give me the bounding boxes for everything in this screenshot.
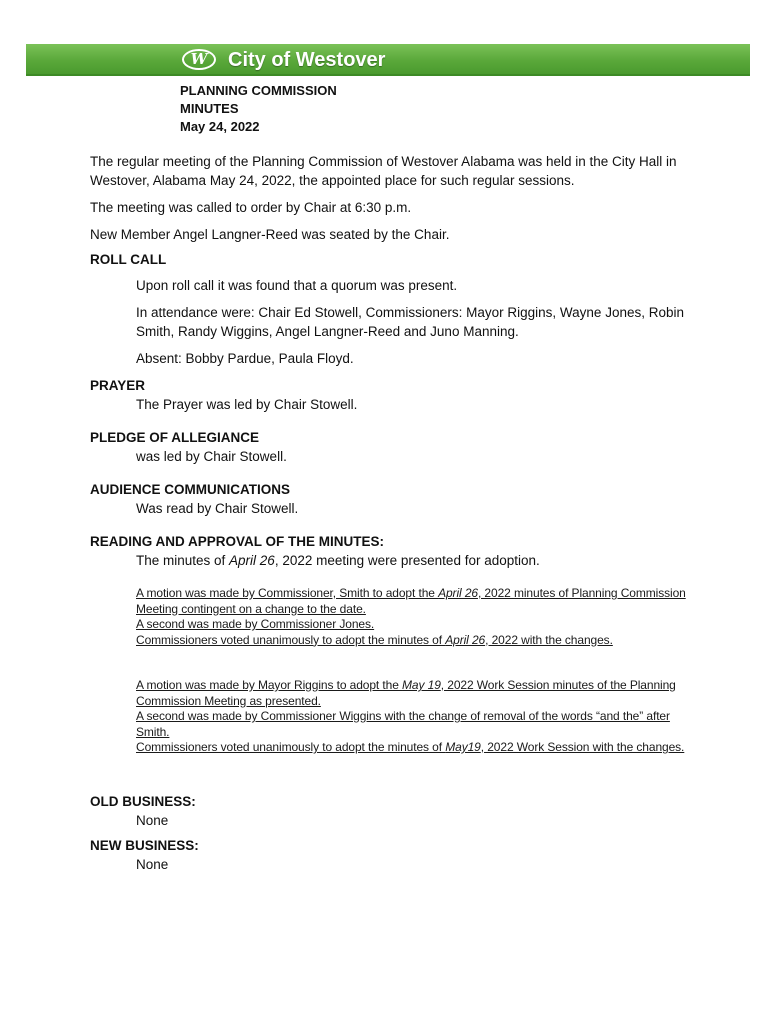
- minutes-body: [90, 152, 690, 874]
- pledge-text: was led by Chair Stowell.: [136, 449, 287, 464]
- old-business-text: None: [136, 812, 169, 828]
- motion-april: A motion was made by Commissioner, Smith to adopt the April 26, 2022 minutes of Planning Commission Meeting contingent on a change to the date.: [136, 586, 686, 616]
- quorum-text: Upon roll call it was found that a quorum was present.: [136, 278, 458, 293]
- minutes-intro-text-end: , 2022 meeting were presented for adoption.: [274, 553, 540, 568]
- motion-block-april: [136, 586, 690, 648]
- motion-block-may: [136, 678, 690, 756]
- new-business-heading: NEW BUSINESS:: [90, 837, 199, 853]
- pledge-heading: PLEDGE OF ALLEGIANCE: [90, 430, 260, 445]
- new-business-text: None: [136, 856, 169, 872]
- roll-call-heading: ROLL CALL: [90, 252, 167, 267]
- absent-text: Absent: Bobby Pardue, Paula Floyd.: [136, 351, 354, 366]
- document-type: MINUTES: [180, 101, 239, 116]
- minutes-intro: [136, 551, 690, 570]
- call-to-order: The meeting was called to order by Chair at 6:30 p.m.: [90, 200, 412, 215]
- city-logo-icon: W: [182, 49, 216, 70]
- attendance-text: In attendance were: Chair Ed Stowell, Commissioners: Mayor Riggins, Wayne Jones, Robin Smith, Randy Wiggins, Angel Langner-Reed and Juno Manning.: [136, 305, 684, 339]
- intro-paragraph: The regular meeting of the Planning Commission of Westover Alabama was held in the City Hall in Westover, Alabama May 24, 2022, the appointed place for such regular sessions.: [90, 154, 677, 188]
- motion-may: A motion was made by Mayor Riggins to adopt the May 19, 2022 Work Session minutes of the Planning Commission Meeting as presented.: [136, 678, 676, 708]
- vote-april: Commissioners voted unanimously to adopt the minutes of April 26, 2022 with the changes.: [136, 632, 613, 647]
- city-name: City of Westover: [228, 49, 386, 71]
- old-business-heading: OLD BUSINESS:: [90, 793, 196, 809]
- new-member-note: New Member Angel Langner-Reed was seated by the Chair.: [90, 227, 450, 242]
- second-may: A second was made by Commissioner Wiggins with the change of removal of the words “and the” after Smith.: [136, 709, 670, 739]
- prayer-heading: PRAYER: [90, 378, 146, 393]
- minutes-intro-date: April 26: [229, 553, 275, 568]
- prayer-text: The Prayer was led by Chair Stowell.: [136, 397, 358, 412]
- second-april: A second was made by Commissioner Jones.: [136, 617, 375, 631]
- audience-text: Was read by Chair Stowell.: [136, 501, 299, 516]
- vote-may: Commissioners voted unanimously to adopt the minutes of May19, 2022 Work Session with the changes.: [136, 740, 685, 754]
- city-banner: [26, 44, 750, 76]
- minutes-intro-text: The minutes of: [136, 553, 230, 568]
- document-header: [180, 82, 337, 136]
- commission-name: PLANNING COMMISSION: [180, 83, 337, 98]
- minutes-heading: READING AND APPROVAL OF THE MINUTES:: [90, 534, 385, 549]
- meeting-date: May 24, 2022: [180, 119, 260, 134]
- audience-heading: AUDIENCE COMMUNICATIONS: [90, 482, 290, 497]
